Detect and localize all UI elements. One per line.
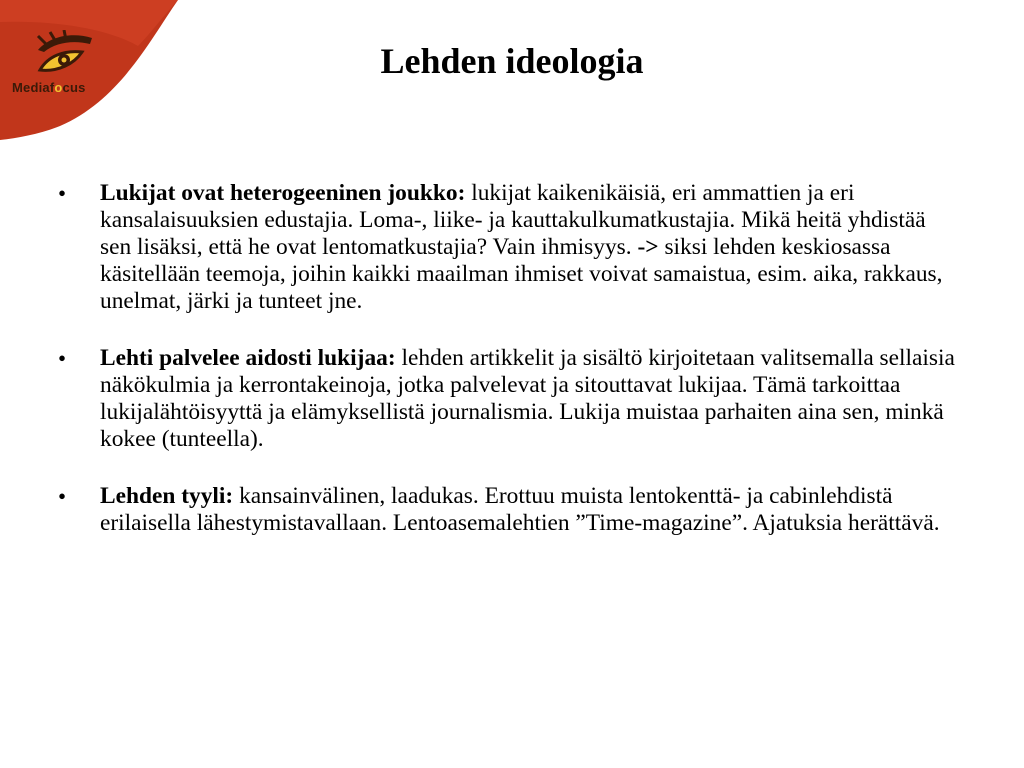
- bullet-item: [58, 345, 958, 453]
- bullet-list: [58, 180, 958, 567]
- bullet-symbol: •: [58, 346, 67, 371]
- logo-wordmark: Mediafocus: [12, 80, 86, 95]
- bullet-lead: Lehden tyyli:: [100, 483, 234, 509]
- bullet-text: Lukijat ovat heterogeeninen joukko: lukijat kaikenikäisiä, eri ammattien ja eri kansalaisuuksien edustajia. Loma-, liike- ja kauttakulkumatkustajia. Mikä heitä yhdistää sen lisäksi, että he ovat lentomatkustajia? Vain ihmisyys. -> siksi lehden keskiosassa käsitellään teemoja, joihin kaikki maailman ihmiset voivat samaistua, esim. aika, rakkaus, unelmat, järki ja tunteet jne.: [100, 180, 943, 314]
- bullet-lead: Lukijat ovat heterogeeninen joukko:: [100, 180, 466, 206]
- bullet-text: Lehti palvelee aidosti lukijaa: lehden artikkelit ja sisältö kirjoitetaan valitsemalla sellaisia näkökulmia ja kerrontakeinoja, jotka palvelevat ja sitouttavat lukijaa. Tämä tarkoittaa lukijalähtöisyyttä ja elämyksellistä journalismia. Lukija muistaa parhaiten aina sen, minkä kokee (tunteella).: [100, 345, 955, 452]
- slide-title: Lehden ideologia: [380, 41, 644, 81]
- bullet-text: Lehden tyyli: kansainvälinen, laadukas. Erottuu muista lentokenttä- ja cabinlehdistä erilaisella lähestymistavallaan. Lentoasemalehtien ”Time-magazine”. Ajatuksia herättävä.: [100, 483, 940, 536]
- bullet-symbol: •: [58, 181, 67, 206]
- arrow-symbol: ->: [637, 234, 659, 260]
- bullet-item: [58, 180, 958, 315]
- bullet-item: [58, 483, 958, 537]
- bullet-lead: Lehti palvelee aidosti lukijaa:: [100, 345, 396, 371]
- bullet-symbol: •: [58, 484, 67, 509]
